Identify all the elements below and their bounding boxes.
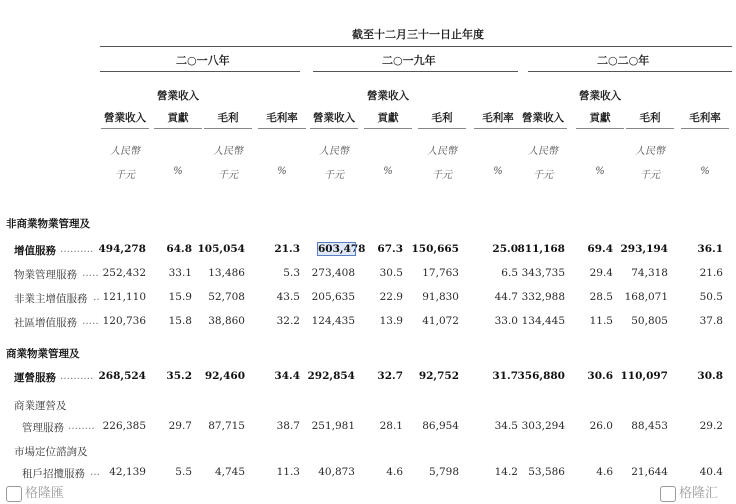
table-cell: 31.7 — [492, 370, 518, 382]
table-cell: 40,873 — [318, 466, 355, 478]
table-cell: 6.5 — [501, 267, 518, 279]
table-cell: 29.7 — [168, 420, 192, 432]
table-cell: 25.0 — [492, 243, 518, 255]
row-leader-dots: .......... — [60, 370, 94, 382]
table-cell: 91,830 — [422, 291, 459, 303]
table-cell: 50.5 — [699, 291, 723, 303]
table-cell: 13,486 — [208, 267, 245, 279]
year-2020: 二○二○年 — [597, 54, 650, 67]
table-cell: 17,763 — [422, 267, 459, 279]
row-label: 管理服務 — [22, 422, 64, 434]
table-cell: 41,072 — [422, 315, 459, 327]
year-2019: 二○一九年 — [382, 54, 436, 67]
year-2020-rule — [528, 71, 732, 72]
table-cell: 5.5 — [175, 466, 192, 478]
col-header-revenue: 營業收入 — [313, 112, 355, 124]
unit-percent: % — [595, 166, 605, 177]
table-cell: 43.5 — [276, 291, 300, 303]
table-cell: 292,854 — [307, 370, 355, 382]
col-header-rule — [626, 128, 674, 129]
table-cell: 226,385 — [102, 420, 146, 432]
table-cell: 5.3 — [283, 267, 300, 279]
table-cell: 273,408 — [311, 267, 355, 279]
table-cell: 67.3 — [377, 243, 403, 255]
table-cell: 87,715 — [208, 420, 245, 432]
table-cell: 92,752 — [418, 370, 459, 382]
table-cell: 5,798 — [428, 466, 459, 478]
table-cell: 4.6 — [596, 466, 613, 478]
table-cell: 36.1 — [697, 243, 723, 255]
period-title: 截至十二月三十一日止年度 — [352, 28, 484, 41]
table-cell: 74,318 — [631, 267, 668, 279]
table-cell: 105,054 — [197, 243, 245, 255]
col-header-contribution-line1: 營業收入 — [367, 90, 409, 102]
year-2019-rule — [313, 71, 518, 72]
col-header-rule — [681, 128, 729, 129]
watermark-right-text: 格隆汇 — [679, 486, 719, 501]
col-header-margin: 毛利率 — [266, 112, 298, 124]
table-cell: 52,708 — [208, 291, 245, 303]
table-cell: 35.2 — [166, 370, 192, 382]
col-header-contribution-line1: 營業收入 — [157, 90, 199, 102]
table-cell: 92,460 — [204, 370, 245, 382]
row-label: 物業管理服務 — [14, 269, 77, 281]
row-leader-dots: .......... — [60, 243, 94, 255]
col-header-gross-profit: 毛利 — [217, 112, 239, 124]
unit-rmb: 人民幣 — [319, 146, 349, 157]
row-label: 運營服務 — [14, 372, 56, 384]
table-cell: 30.8 — [697, 370, 723, 382]
tenant-mgmt-label-line1: 商業運營及 — [14, 400, 67, 412]
col-header-contribution-line1: 營業收入 — [579, 90, 621, 102]
col-header-rule — [519, 128, 567, 129]
row-leader-dots: ..... — [82, 315, 99, 327]
table-cell: 34.5 — [494, 420, 518, 432]
unit-rmb: 人民幣 — [528, 146, 558, 157]
table-cell: 124,435 — [311, 315, 355, 327]
col-header-rule — [576, 128, 624, 129]
table-cell: 332,988 — [521, 291, 565, 303]
unit-rmb: 人民幣 — [635, 146, 665, 157]
year-2018: 二○一八年 — [176, 54, 230, 67]
col-header-rule — [101, 128, 149, 129]
table-cell: 53,586 — [528, 466, 565, 478]
table-cell: 205,635 — [311, 291, 355, 303]
year-2018-rule — [100, 71, 300, 72]
table-cell: 33.1 — [168, 267, 192, 279]
table-cell: 268,524 — [98, 370, 146, 382]
unit-percent: % — [493, 166, 503, 177]
section-non-commercial-label: 非商業物業管理及 — [6, 218, 90, 230]
table-cell: 13.9 — [379, 315, 403, 327]
col-header-margin: 毛利率 — [482, 112, 514, 124]
col-header-contribution-line2: 貢獻 — [377, 112, 399, 124]
table-cell: 28.5 — [589, 291, 613, 303]
watermark-left-text: 格隆匯 — [25, 486, 65, 501]
section-commercial-label: 商業物業管理及 — [6, 348, 80, 360]
table-cell: 28.1 — [379, 420, 403, 432]
col-header-rule — [258, 128, 306, 129]
table-cell: 29.2 — [699, 420, 723, 432]
table-cell: 14.2 — [494, 466, 518, 478]
unit-thousand: 千元 — [324, 170, 344, 181]
table-cell: 15.9 — [168, 291, 192, 303]
table-cell: 494,278 — [98, 243, 146, 255]
table-cell: 69.4 — [587, 243, 613, 255]
table-cell: 120,736 — [102, 315, 146, 327]
unit-percent: % — [173, 166, 183, 177]
table-cell: 40.4 — [699, 466, 723, 478]
col-header-contribution-line2: 貢獻 — [589, 112, 611, 124]
table-cell: 32.7 — [377, 370, 403, 382]
table-cell: 811,168 — [517, 243, 565, 255]
row-label: 社區增值服務 — [14, 317, 77, 329]
row-leader-dots: ........ — [68, 420, 95, 432]
table-cell: 37.8 — [699, 315, 723, 327]
table-cell: 168,071 — [624, 291, 668, 303]
period-rule — [100, 46, 732, 47]
col-header-rule — [154, 128, 202, 129]
unit-thousand: 千元 — [115, 170, 135, 181]
col-header-rule — [418, 128, 466, 129]
table-cell: 4,745 — [214, 466, 245, 478]
col-header-margin: 毛利率 — [689, 112, 721, 124]
table-cell: 303,294 — [521, 420, 565, 432]
table-cell: 86,954 — [422, 420, 459, 432]
row-leader-dots: ... — [90, 466, 101, 478]
table-cell: 121,110 — [102, 291, 146, 303]
col-header-revenue: 營業收入 — [104, 112, 146, 124]
table-cell: 251,981 — [311, 420, 355, 432]
unit-thousand: 千元 — [533, 170, 553, 181]
unit-percent: % — [383, 166, 393, 177]
table-cell: 21.3 — [274, 243, 300, 255]
positioning-label-line1: 市場定位諮詢及 — [14, 446, 88, 458]
table-cell: 30.6 — [587, 370, 613, 382]
table-cell: 30.5 — [379, 267, 403, 279]
unit-rmb: 人民幣 — [213, 146, 243, 157]
logo-icon — [6, 486, 22, 502]
table-cell: 64.8 — [166, 243, 192, 255]
unit-rmb: 人民幣 — [427, 146, 457, 157]
table-cell: 110,097 — [620, 370, 668, 382]
table-cell: 44.7 — [494, 291, 518, 303]
table-cell: 293,194 — [620, 243, 668, 255]
col-header-gross-profit: 毛利 — [431, 112, 453, 124]
col-header-rule — [474, 128, 522, 129]
unit-percent: % — [700, 166, 710, 177]
table-cell: 21.6 — [699, 267, 723, 279]
table-cell: 11.3 — [276, 466, 300, 478]
table-cell: 42,139 — [109, 466, 146, 478]
table-cell: 88,453 — [631, 420, 668, 432]
col-header-gross-profit: 毛利 — [639, 112, 661, 124]
table-cell: 134,445 — [521, 315, 565, 327]
table-cell: 38.7 — [276, 420, 300, 432]
table-cell: 150,665 — [411, 243, 459, 255]
table-cell: 252,432 — [102, 267, 146, 279]
unit-thousand: 千元 — [432, 170, 452, 181]
table-cell: 38,860 — [208, 315, 245, 327]
table-cell: 33.0 — [494, 315, 518, 327]
table-cell: 21,644 — [631, 466, 668, 478]
col-header-rule — [364, 128, 412, 129]
table-cell: 343,735 — [521, 267, 565, 279]
watermark-right — [660, 482, 718, 502]
table-cell: 4.6 — [386, 466, 403, 478]
table-cell: 356,880 — [517, 370, 565, 382]
table-cell: 15.8 — [168, 315, 192, 327]
table-cell: 50,805 — [631, 315, 668, 327]
unit-rmb: 人民幣 — [110, 146, 140, 157]
col-header-revenue: 營業收入 — [522, 112, 564, 124]
table-cell: 32.2 — [276, 315, 300, 327]
col-header-rule — [204, 128, 252, 129]
table-cell: 11.5 — [589, 315, 613, 327]
unit-thousand: 千元 — [218, 170, 238, 181]
unit-percent: % — [277, 166, 287, 177]
table-cell: 34.4 — [274, 370, 300, 382]
table-cell: 29.4 — [589, 267, 613, 279]
selected-table-cell[interactable]: 603,478 — [318, 243, 366, 255]
unit-thousand: 千元 — [640, 170, 660, 181]
row-label: 租戶招攬服務 — [22, 468, 85, 480]
table-cell: 26.0 — [589, 420, 613, 432]
col-header-contribution-line2: 貢獻 — [167, 112, 189, 124]
row-label: 非業主增值服務 — [14, 293, 88, 305]
watermark-left — [6, 482, 64, 502]
row-leader-dots: ..... — [82, 267, 99, 279]
row-label: 增值服務 — [14, 245, 56, 257]
table-cell: 22.9 — [379, 291, 403, 303]
row-leader-dots: .. — [93, 291, 100, 303]
col-header-rule — [310, 128, 358, 129]
logo-icon — [660, 486, 676, 502]
